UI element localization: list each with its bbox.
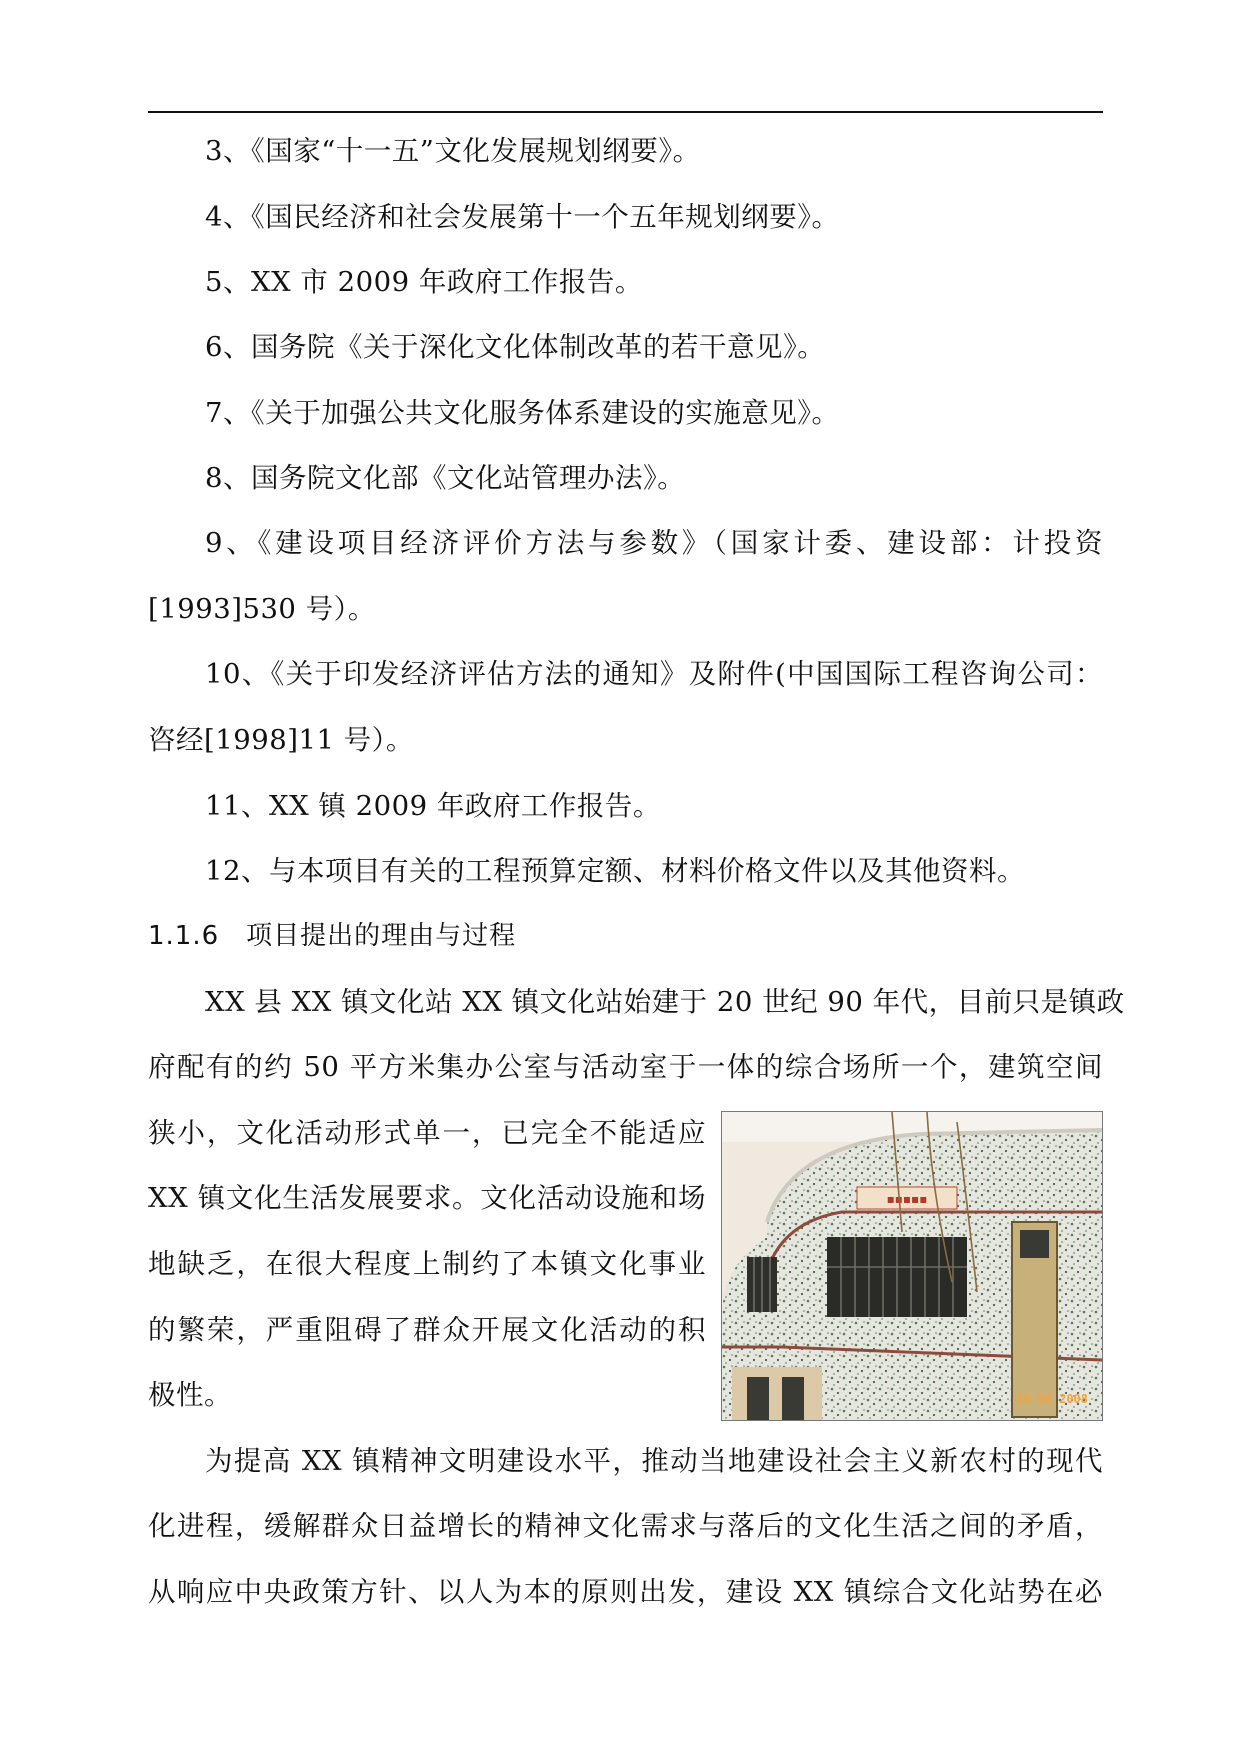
para1-line2: 府配有的约 50 平方米集办公室与活动室于一体的综合场所一个，建筑空间 xyxy=(148,1051,1103,1083)
list-item-6: 6、国务院《关于深化文化体制改革的若干意见》。 xyxy=(205,331,826,363)
para2-line2: 化进程，缓解群众日益增长的精神文化需求与落后的文化生活之间的矛盾， xyxy=(148,1510,1103,1542)
para1-line6: 的繁荣，严重阻碍了群众开展文化活动的积 xyxy=(148,1314,706,1346)
para1-line5: 地缺乏，在很大程度上制约了本镇文化事业 xyxy=(148,1248,706,1280)
header-rule xyxy=(148,111,1103,113)
para1-line1: XX 县 XX 镇文化站 XX 镇文化站始建于 20 世纪 90 年代，目前只是镇政 xyxy=(205,986,1125,1018)
list-item-4: 4、《国民经济和社会发展第十一个五年规划纲要》。 xyxy=(205,201,840,233)
list-item-7: 7、《关于加强公共文化服务体系建设的实施意见》。 xyxy=(205,397,840,429)
list-item-3: 3、《国家“十一五”文化发展规划纲要》。 xyxy=(205,135,701,167)
list-item-11: 11、XX 镇 2009 年政府工作报告。 xyxy=(205,790,661,822)
cultural-station-photo xyxy=(721,1111,1103,1421)
photo-date-stamp: 26 06 2008 xyxy=(1015,1392,1088,1406)
section-heading: 1.1.6 项目提出的理由与过程 xyxy=(148,921,517,951)
list-item-8: 8、国务院文化部《文化站管理办法》。 xyxy=(205,462,686,494)
para1-line3: 狭小，文化活动形式单一，已完全不能适应 xyxy=(148,1117,706,1149)
list-item-9-line2: [1993]530 号）。 xyxy=(148,593,376,625)
list-item-10-line2: 咨经[1998]11 号）。 xyxy=(148,724,414,756)
list-item-12: 12、与本项目有关的工程预算定额、材料价格文件以及其他资料。 xyxy=(205,855,1025,887)
para1-line4: XX 镇文化生活发展要求。文化活动设施和场 xyxy=(148,1182,706,1214)
para2-line3: 从响应中央政策方针、以人为本的原则出发，建设 XX 镇综合文化站势在必 xyxy=(148,1576,1103,1608)
para1-line7: 极性。 xyxy=(148,1379,232,1411)
list-item-10-line1: 10、《关于印发经济评估方法的通知》及附件(中国国际工程咨询公司： xyxy=(205,658,1103,690)
list-item-5: 5、XX 市 2009 年政府工作报告。 xyxy=(205,266,643,298)
svg-text:▪▪▪▪▪: ▪▪▪▪▪ xyxy=(886,1192,928,1206)
para2-line1: 为提高 XX 镇精神文明建设水平，推动当地建设社会主义新农村的现代 xyxy=(205,1445,1103,1477)
list-item-9-line1: 9、《建设项目经济评价方法与参数》（国家计委、建设部：计投资 xyxy=(205,527,1103,559)
